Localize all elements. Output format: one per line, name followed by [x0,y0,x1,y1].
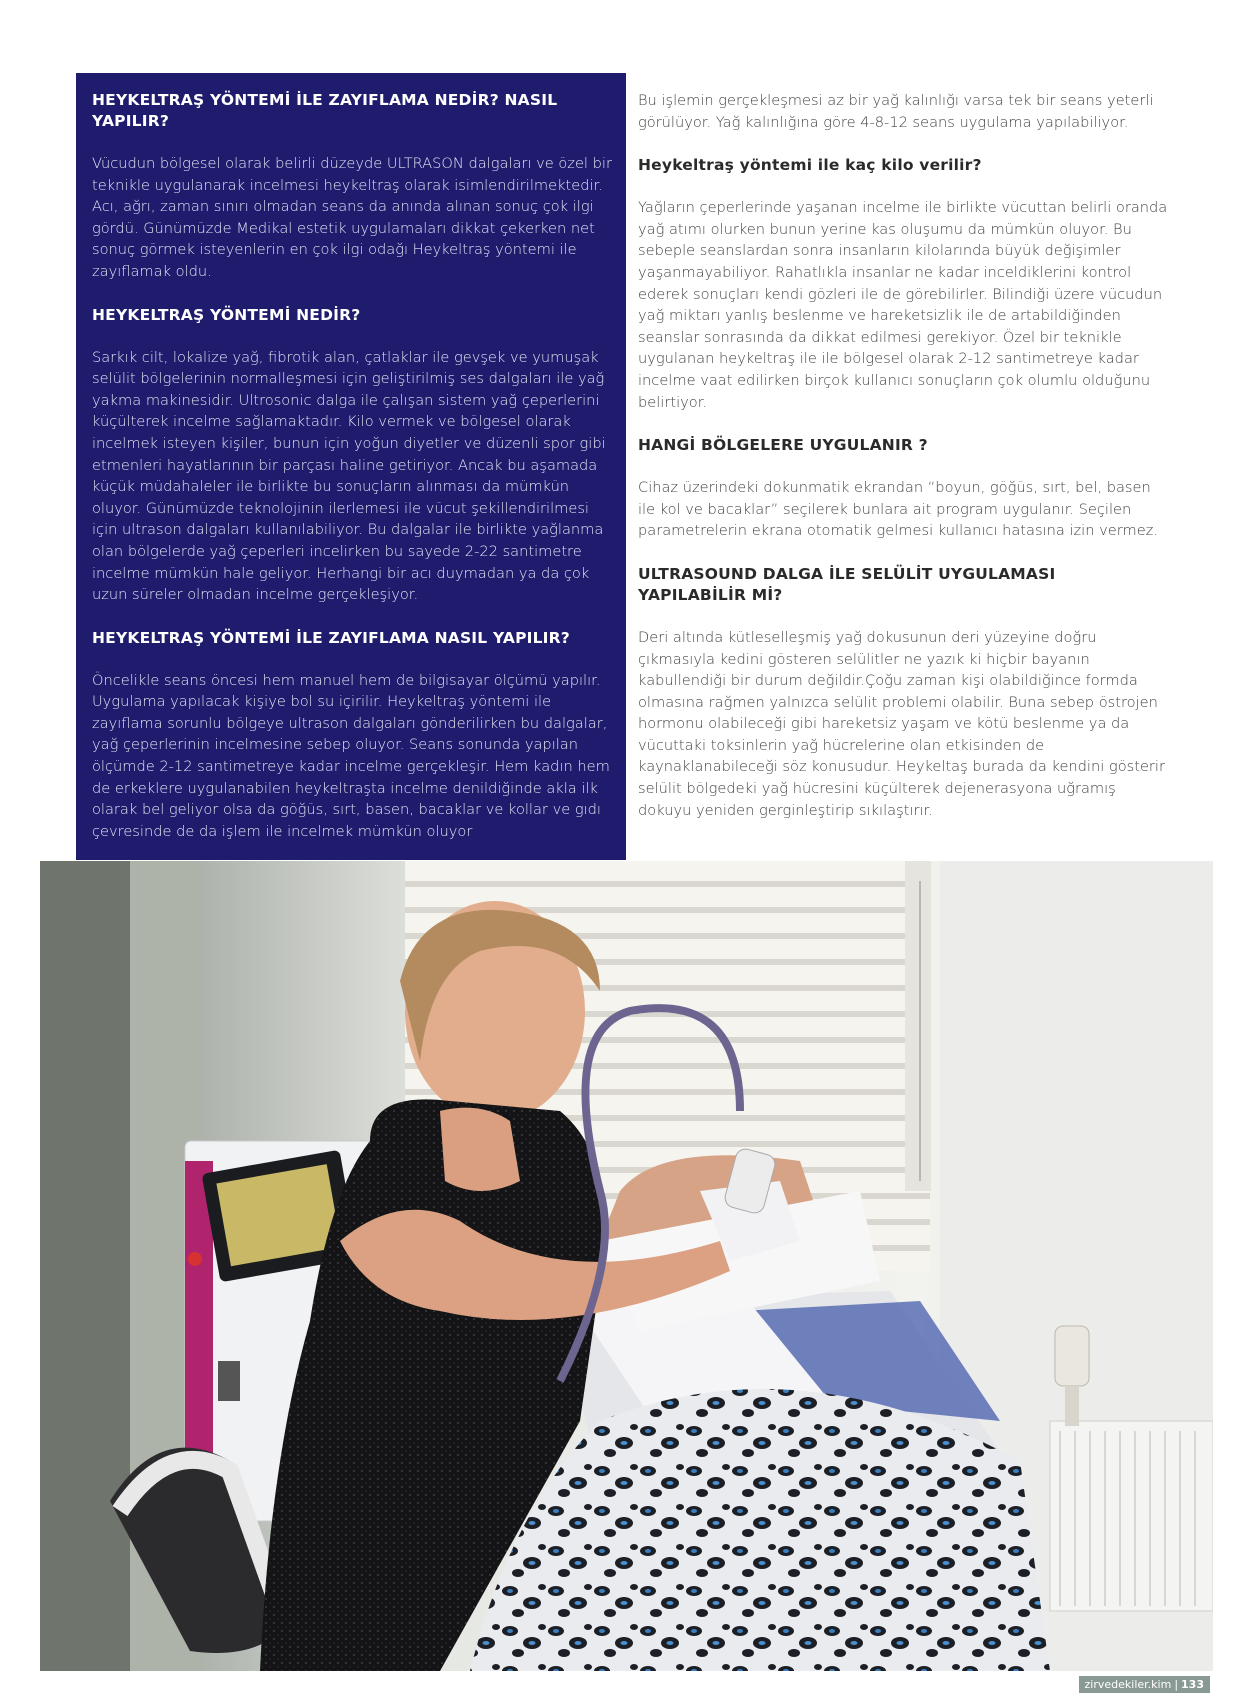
heading-how-is-it-done: HEYKELTRAŞ YÖNTEMİ İLE ZAYIFLAMA NASIL YAPILIR? [92,628,570,647]
heading-which-regions: HANGİ BÖLGELERE UYGULANIR ? [638,436,928,455]
left-column [92,90,617,864]
heading-how-many-kilos: Heykeltraş yöntemi ile kaç kilo verilir? [638,156,982,175]
page-footer [1079,1676,1210,1693]
paragraph-which-regions: Cihaz üzerindeki dokunmatik ekrandan “boyun, göğüs, sırt, bel, basen ile kol ve bacaklar” seçilerek bunlara ait program uygulanır. Seçilen parametrelerin ekrana otomatik gelmesi kullanıcı hatasına izin vermez. [638,479,1158,540]
page-number: 133 [1181,1678,1204,1691]
right-column [638,90,1168,843]
paragraph-sessions: Bu işlemin gerçekleşmesi az bir yağ kalınlığı varsa tek bir seans yeterli görülüyor. Yağ kalınlığına göre 4-8-12 seans uygulama yapılabiliyor. [638,92,1154,131]
footer-separator: | [1174,1678,1179,1691]
heading-cellulite: ULTRASOUND DALGA İLE SELÜLİT UYGULAMASI YAPILABİLİR Mİ? [638,564,1056,604]
paragraph-how-many-kilos: Yağların çeperlerinde yaşanan incelme ile birlikte vücuttan belirli oranda yağ atımı olurken bunun yerine kas oluşumu da mümkün oluyor. Bu sebeple seanslardan sonra insanların kilolarında büyük değişimler yaşanmayabiliyor. Rahatlıkla insanlar ne kadar inceldiklerini kontrol ederek sonuçları kendi gözleri ile de görebilirler. Bilindiği üzere vücudun yağ miktarı yanlış beslenme ve hareketsizlik ile de artabildiğinden seanslar sonrasında da dikkat edilmesi gerekiyor. Özel bir teknikle uygulanan heykeltraş ile ile bölgesel olarak 2-12 santimetreye kadar incelme vaat edilirken birçok kullanıcı sonuçların çok olumlu olduğunu belirtiyor. [638,199,1168,411]
footer-site: zirvedekiler.kim [1084,1678,1172,1691]
paragraph-cellulite: Deri altında kütleselleşmiş yağ dokusunun deri yüzeyine doğru çıkmasıyla kedini gösteren selülitler ne yazık ki hiçbir bayanın kabullendiği bir durum değildir.Çoğu zaman kişi olabildiğince formda olmasına rağmen yalnızca selülit problemi olabilir. Buna sebep östrojen hormonu olabileceği gibi hareketsiz yaşam ve kötü beslenme ya da vücuttaki toksinlerin yağ hücrelerine olan etkisinden de kaynaklanabileceği söz konusudur. Heykeltaş burada da kendini gösterir selülit bölgedeki yağ hücresini küçülterek dejenerasyona uğramış dokuyu yeniden gerginleştirip sıkılaştırır. [638,628,1165,819]
paragraph-intro: Vücudun bölgesel olarak belirli düzeyde ULTRASON dalgaları ve özel bir teknikle uygulanarak incelmesi heykeltraş olarak isimlendirilmektedir. Acı, ağrı, zaman sınırı olmadan seans da anında alınan sonuç çok ilgi gördü. Günümüzde Medikal estetik uygulamaları dikkat çekerken net sonuç görmek isteyenlerin en çok ilgi odağı Heykeltraş yöntemi ile zayıflamak oldu. [92,155,612,280]
paragraph-how-is-it-done: Öncelikle seans öncesi hem manuel hem de bilgisayar ölçümü yapılır. Uygulama yapılacak kişiye bol su içirilir. Heykeltraş yöntemi ile zayıflama sorunlu bölgeye ultrason dalgaları gönderilirken bu dalgalar, yağ çeperlerinin incelmesine sebep oluyor. Seans sonunda yapılan ölçümde 2-12 santimetreye kadar incelme gerçekleşir. Hem kadın hem de erkeklere uygulanabilen heykeltraşta incelme denildiğinde akla ilk olarak bel geliyor olsa da göğüs, sırt, basen, bacaklar ve kollar ve gıdı çevresinde de da işlem ile incelmek mümkün oluyor [92,671,610,840]
heading-what-is-sculptor-method: HEYKELTRAŞ YÖNTEMİ İLE ZAYIFLAMA NEDİR? NASIL YAPILIR? [92,91,558,130]
treatment-photo [40,861,1213,1671]
heading-sculptor-method-definition: HEYKELTRAŞ YÖNTEMİ NEDİR? [92,305,361,324]
paragraph-definition: Sarkık cilt, lokalize yağ, fibrotik alan, çatlaklar ile gevşek ve yumuşak selülit bölgelerinin normalleşmesi için geliştirilmiş ses dalgaları ile yağ yakma makinesidir. Ultrosonic dalga ile çalışan sistem yağ çeperlerini küçülterek incelme sağlamaktadır. Kilo vermek ve bölgesel olarak incelmek isteyen kişiler, bunun için yoğun diyetler ve düzenli spor gibi etmenleri hayatlarının bir parçası haline getiriyor. Ancak bu aşamada küçük müdahaleler ile birlikte bu sonuçların alınması da mümkün oluyor. Günümüzde teknolojinin ilerlemesi ile vücut şekillendirilmesi için ultrason dalgaları kullanılabiliyor. Bu dalgalar ile birlikte yağlanma olan bölgelerde yağ çeperleri incelirken bu sayede 2-22 santimetre incelme mümkün hale geliyor. Herhangi bir acı duymadan ya da çok uzun süreler olmadan incelme gerçekleşiyor. [92,348,606,604]
